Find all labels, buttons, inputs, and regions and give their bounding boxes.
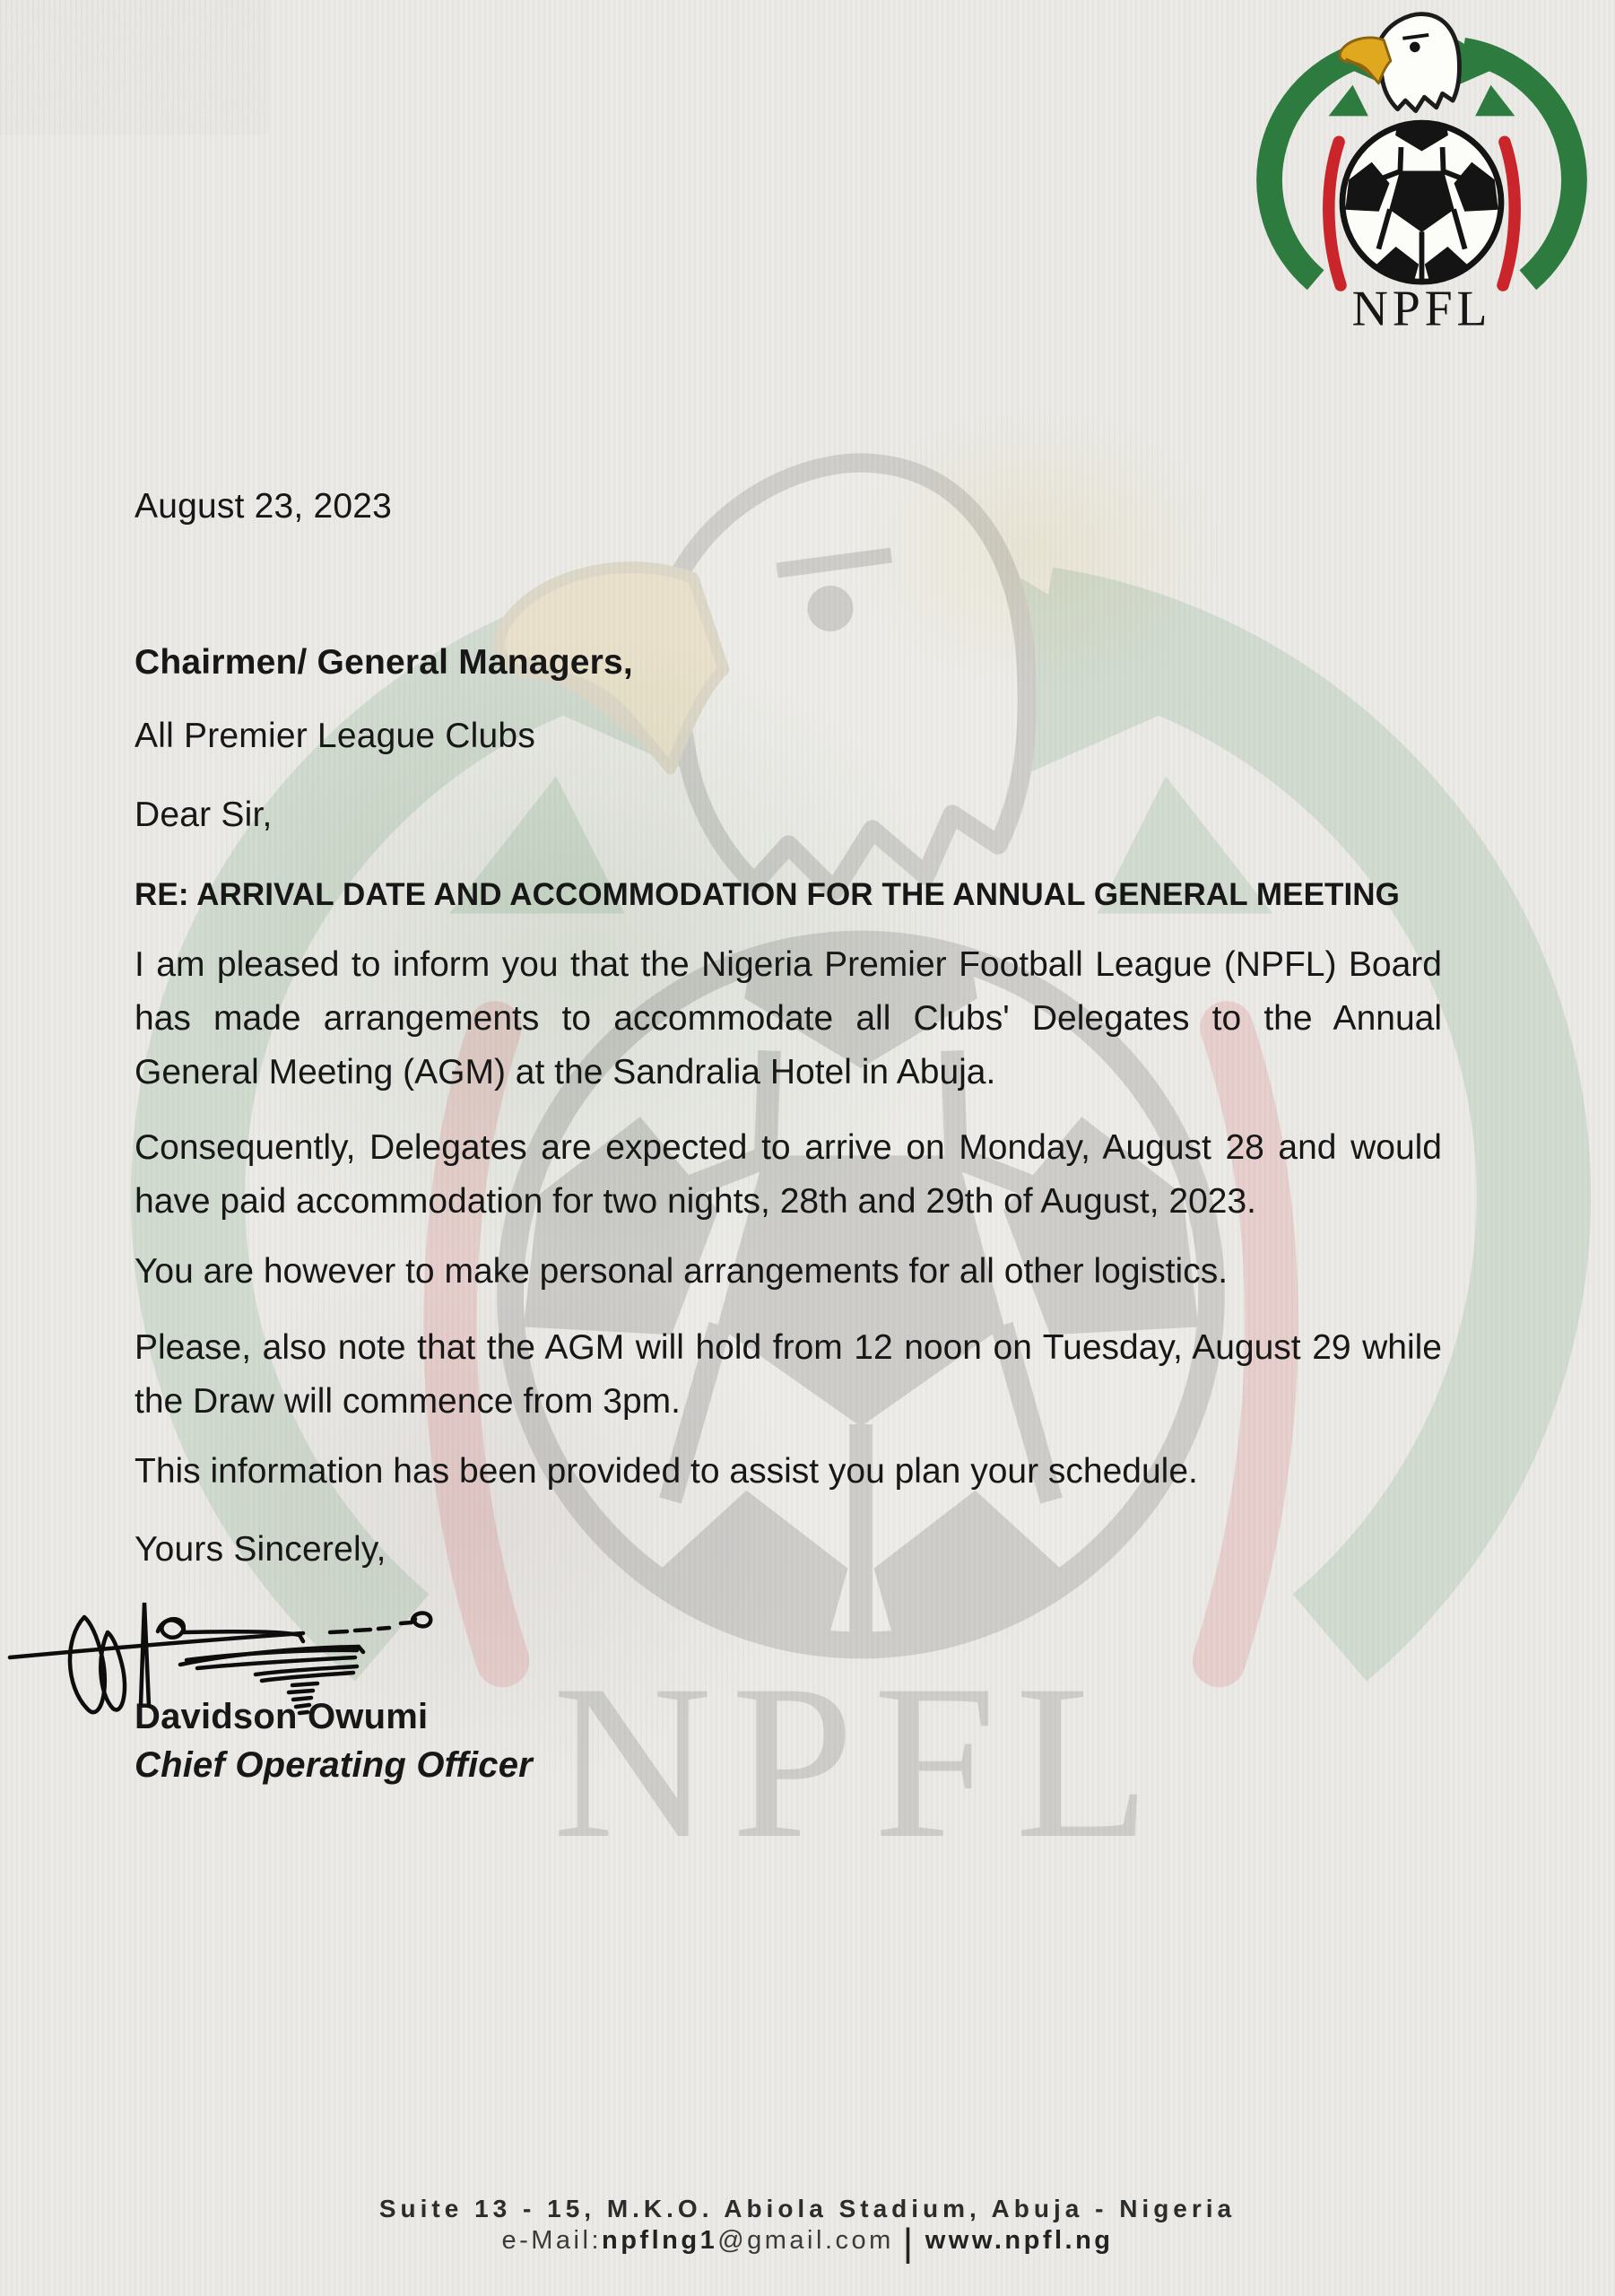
footer-website: www.npfl.ng (925, 2226, 1114, 2255)
paper-grain-overlay (0, 0, 269, 135)
recipient-line-2: All Premier League Clubs (135, 717, 536, 755)
closing: Yours Sincerely, (135, 1530, 386, 1569)
salutation: Dear Sir, (135, 796, 273, 834)
watermark-wordmark: NPFL (552, 1639, 1169, 1866)
paragraph-line: This information has been provided to assist you plan your schedule. (135, 1452, 1198, 1491)
paragraph-line: has made arrangements to accommodate all Clubs' Delegates to the Annual (135, 999, 1442, 1038)
paragraph-line: the Draw will commence from 3pm. (135, 1382, 681, 1421)
paragraph-line: I am pleased to inform you that the Nigeria Premier Football League (NPFL) Board (135, 945, 1442, 984)
paragraph-line: General Meeting (AGM) at the Sandralia Hotel in Abuja. (135, 1053, 996, 1091)
signature-scrawl (7, 1595, 613, 1805)
footer-separator: | (902, 2221, 916, 2265)
subject-line: RE: ARRIVAL DATE AND ACCOMMODATION FOR THE ANNUAL GENERAL MEETING (135, 877, 1401, 912)
paragraph-2 (135, 1121, 1442, 1229)
paragraph-line: Please, also note that the AGM will hold from 12 noon on Tuesday, August 29 while (135, 1328, 1442, 1367)
paragraph-4 (135, 1321, 1442, 1429)
npfl-crest-logo (1249, 11, 1594, 332)
paragraph-5 (135, 1445, 1442, 1499)
logo-wordmark: NPFL (1351, 281, 1492, 332)
letter-date: August 23, 2023 (135, 487, 393, 526)
footer-address: Suite 13 - 15, M.K.O. Abiola Stadium, Abuja - Nigeria (378, 2195, 1237, 2222)
paragraph-3 (135, 1245, 1442, 1299)
footer-email-label: e-Mail: (501, 2226, 602, 2255)
letter-footer (0, 2194, 1615, 2265)
paragraph-line: You are however to make personal arrangements for all other logistics. (135, 1252, 1229, 1291)
paragraph-line: have paid accommodation for two nights, 28th and 29th of August, 2023. (135, 1182, 1257, 1221)
footer-email-user: npflng1 (602, 2226, 718, 2255)
signatory-name: Davidson Owumi (135, 1697, 429, 1736)
paragraph-1 (135, 938, 1442, 1100)
footer-contact-line (0, 2221, 1615, 2265)
recipient-line-1: Chairmen/ General Managers, (135, 643, 633, 682)
footer-email-domain: @gmail.com (717, 2226, 894, 2255)
paragraph-line: Consequently, Delegates are expected to arrive on Monday, August 28 and would (135, 1128, 1442, 1167)
signatory-title: Chief Operating Officer (135, 1745, 533, 1785)
